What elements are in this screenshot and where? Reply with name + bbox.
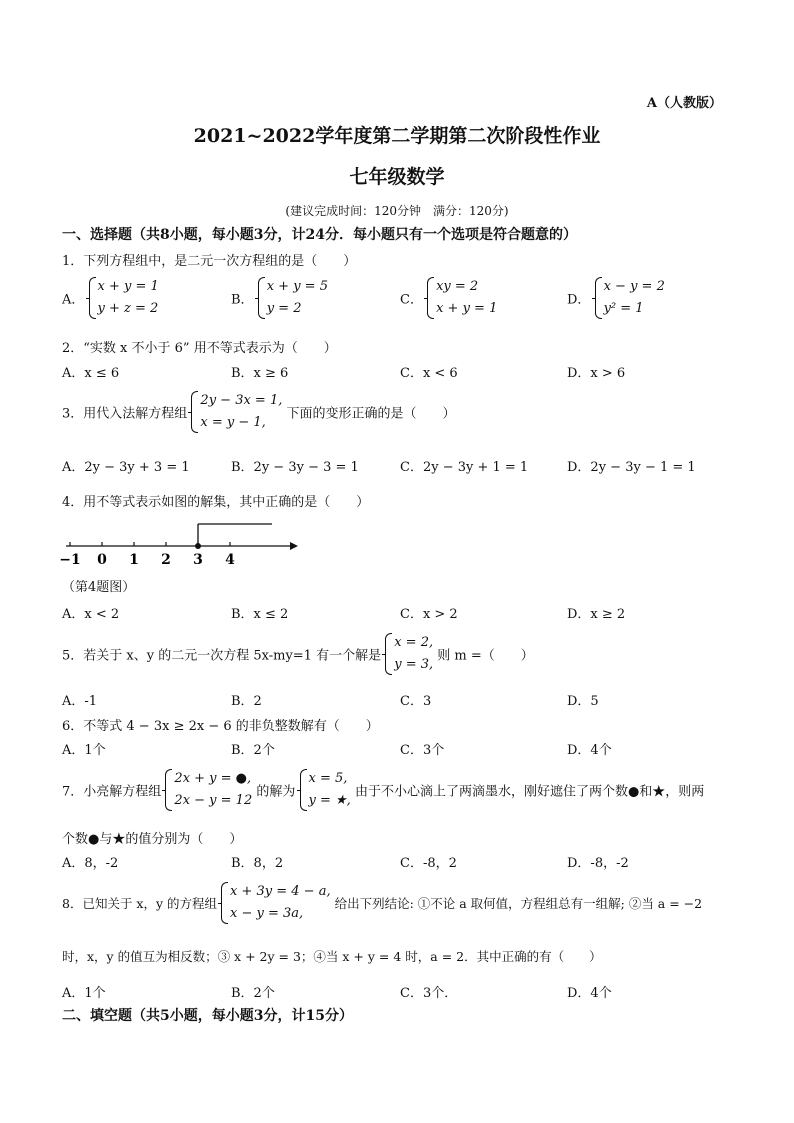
question-3-option-b: B．2y − 3y − 3 = 1 [231,460,359,475]
equation-system [191,390,282,434]
solution-system [385,632,433,676]
question-1-option-c [400,276,497,320]
question-7-option-c: C．-8，2 [400,856,457,871]
question-6-option-d: D．4个 [567,743,612,758]
equation-row: x = y − 1, [200,415,266,430]
equation-system [427,276,497,320]
question-4-stem: 4．用不等式表示如图的解集，其中正确的是（ ） [62,495,370,510]
equation-row: x − y = 3a, [230,906,304,921]
question-5-option-d: D．5 [567,694,599,709]
number-line-tick-label: 0 [97,552,107,568]
equation-system [89,276,159,320]
axis-arrow-icon [290,542,298,550]
question-8-option-d: D．4个 [567,986,612,1001]
equation-row: y + z = 2 [97,301,159,316]
question-6-option-a: A．1个 [62,743,106,758]
question-4-option-d: D．x ≥ 2 [567,607,626,622]
equation-row: xy = 2 [436,279,479,294]
solution-dot [195,543,201,549]
stem-text: 的解为 [256,784,296,800]
time-score-note: (建议完成时间：120分钟 满分：120分) [285,204,509,218]
question-4-option-a: A．x < 2 [62,607,120,622]
stem-text: 给出下列结论: ①不论 a 取何值，方程组总有一组解; ②当 a = −2 [334,896,703,911]
equation-row: y² = 1 [603,301,644,316]
question-1-stem: 1．下列方程组中，是二元一次方程组的是（ ） [62,254,357,269]
equation-system [165,768,252,812]
option-letter: C． [400,292,423,308]
equation-row: x − y = 2 [603,279,665,294]
question-5-option-a: A．-1 [62,694,98,709]
question-5-option-c: C．3 [400,694,432,709]
question-2-option-d: D．x > 6 [567,366,626,381]
question-5-option-b: B．2 [231,694,262,709]
question-6-stem: 6．不等式 4 − 3x ≥ 2x − 6 的非负整数解有（ ） [62,719,379,734]
stem-text: 8．已知关于 x，y 的方程组 [62,896,218,911]
question-6-option-b: B．2个 [231,743,275,758]
number-line-tick-label: 1 [129,552,139,568]
question-8-option-a: A．1个 [62,986,106,1001]
number-line-tick-label: 4 [225,552,235,568]
question-1-option-d [567,276,665,320]
option-letter: D． [567,292,591,308]
stem-text: 由于不小心滴上了两滴墨水，刚好遮住了两个数●和★，则两 [354,784,705,800]
question-8-option-c: C．3个． [400,986,458,1001]
question-1-option-b [231,276,328,320]
section-heading-fill-in: 二、填空题（共5小题，每小题3分，计15分） [62,1008,353,1024]
option-letter: B． [231,292,254,308]
question-4-option-b: B．x ≤ 2 [231,607,289,622]
equation-row: x + y = 1 [97,279,159,294]
equation-row: 2y − 3x = 1, [200,393,283,408]
stem-text: 3．用代入法解方程组 [62,406,188,422]
question-3-option-d: D．2y − 3y − 1 = 1 [567,460,696,475]
question-2-stem: 2．“实数 x 不小于 6” 用不等式表示为（ ） [62,341,337,356]
subject-title: 七年级数学 [349,166,445,188]
stem-text: 下面的变形正确的是（ ） [286,406,456,422]
equation-system [595,276,665,320]
equation-row: x + y = 5 [266,279,328,294]
equation-system [221,881,331,925]
section-heading-choice: 一、选择题（共8小题，每小题3分，计24分．每小题只有一个选项是符合题意的） [62,227,577,243]
question-7-stem-line2: 个数●与★的值分别为（ ） [62,832,243,847]
question-7-option-d: D．-8，-2 [567,856,629,871]
question-3-option-c: C．2y − 3y + 1 = 1 [400,460,529,475]
number-line-figure [59,516,304,576]
equation-row: x = 2, [394,635,434,650]
figure-caption: （第4题图） [62,580,136,595]
equation-row: y = 2 [266,301,302,316]
question-3-option-a: A．2y − 3y + 3 = 1 [62,460,190,475]
page-title: 2021~2022学年度第二学期第二次阶段性作业 [193,125,601,147]
question-3-stem [62,390,456,434]
equation-system [258,276,328,320]
question-4-option-c: C．x > 2 [400,607,458,622]
equation-row: 2x − y = 12 [174,793,253,808]
stem-text: 则 m =（ ） [437,648,534,664]
equation-row: y = ★, [308,793,351,808]
question-2-option-b: B．x ≥ 6 [231,366,289,381]
question-1-option-a [62,276,159,320]
stem-text: 5．若关于 x、y 的二元一次方程 5x-my=1 有一个解是 [62,648,382,664]
question-5-stem [62,632,534,676]
question-2-option-a: A．x ≤ 6 [62,366,120,381]
solution-system [300,768,351,812]
question-8-stem [62,881,702,925]
question-8-stem-line2: 时，x，y 的值互为相反数；③ x + 2y = 3；④当 x + y = 4 时，a = 2．其中正确的有（ ） [62,949,602,964]
equation-row: x + y = 1 [436,301,498,316]
question-8-option-b: B．2个 [231,986,275,1001]
equation-row: 2x + y = ●, [174,771,252,786]
equation-row: x + 3y = 4 − a, [230,884,331,899]
option-letter: A． [62,292,85,308]
number-line [59,516,304,572]
question-7-option-a: A．8，-2 [62,856,119,871]
equation-row: y = 3, [394,657,434,672]
number-line-tick-label: −1 [59,552,81,568]
question-6-option-c: C．3个 [400,743,445,758]
question-7-option-b: B．8，2 [231,856,284,871]
equation-row: x = 5, [308,771,348,786]
question-2-option-c: C．x < 6 [400,366,458,381]
edition-label: A（人教版） [646,96,722,111]
stem-text: 7．小亮解方程组 [62,784,162,800]
number-line-tick-label: 3 [193,552,203,568]
number-line-tick-label: 2 [161,552,171,568]
question-7-stem [62,768,704,812]
